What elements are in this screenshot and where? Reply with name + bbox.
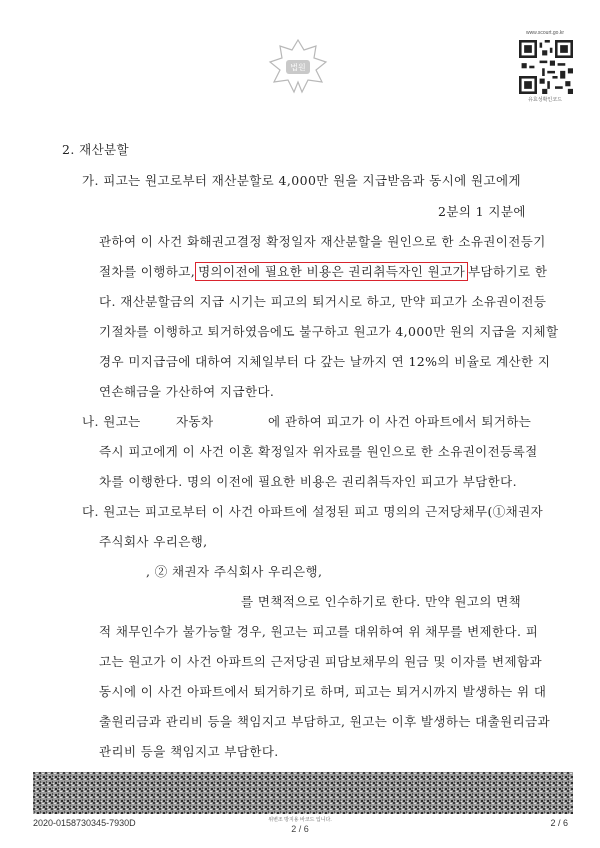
body-line: 다. 재산분할금의 지급 시기는 피고의 퇴거시로 하고, 만약 피고가 소유권이전등	[99, 294, 547, 309]
body-line: 다. 원고는 피고로부터 이 사건 아파트에 설정된 피고 명의의 근저당채무(①채권자	[82, 504, 544, 519]
body-line: 출원리금과 관리비 등을 책임지고 부담하고, 원고는 이후 발생하는 대출원리금과	[99, 714, 551, 729]
body-line: 주식회사 우리은행,	[99, 534, 208, 549]
body-line: 관하여 이 사건 화해권고결정 확정일자 재산분할을 원인으로 한 소유권이전등기	[99, 234, 546, 249]
court-seal-emblem	[262, 36, 334, 98]
body-line: 를 면책적으로 인수하기로 한다. 만약 원고의 면책	[241, 594, 522, 609]
barcode-notice: 위변조 방지용 바코드 입니다.	[268, 817, 332, 823]
body-line: 가. 피고는 원고로부터 재산분할로 4,000만 원을 지급받음과 동시에 원고에게	[82, 173, 521, 188]
body-line: 차를 이행한다. 명의 이전에 필요한 비용은 권리취득자인 피고가 부담한다.	[99, 474, 517, 489]
body-line: 에 관하여 피고가 이 사건 아파트에서 퇴거하는	[268, 414, 532, 429]
anti-forgery-barcode	[33, 772, 573, 814]
page-indicator-right: 2 / 6	[550, 818, 568, 828]
section-heading: 2. 재산분할	[62, 142, 129, 157]
qr-caption: 유효성확인코드	[528, 97, 562, 103]
body-text: 부담하기로 한	[468, 264, 548, 279]
body-text: 절차를 이행하고,	[99, 264, 196, 279]
highlighted-clause: 명의이전에 필요한 비용은 권리취득자인 원고가	[195, 262, 468, 281]
body-line: 적 채무인수가 불가능할 경우, 원고는 피고를 대위하여 위 채무를 변제한다. 피	[99, 624, 539, 639]
validation-qr-code	[519, 40, 573, 94]
body-line-with-highlight	[99, 262, 547, 280]
document-number: 2020-0158730345-7930D	[33, 818, 136, 828]
body-line: 경우 미지급금에 대하여 지체일부터 다 갚는 날까지 연 12%의 비율로 계산한 지	[99, 354, 551, 369]
body-line: 동시에 이 사건 아파트에서 퇴거하기로 하며, 피고는 퇴거시까지 발생하는 위 대	[99, 684, 547, 699]
body-line: 관리비 등을 책임지고 부담한다.	[99, 744, 279, 759]
body-line: 연손해금을 가산하여 지급한다.	[99, 384, 275, 399]
body-line: 기절차를 이행하고 퇴거하였음에도 불구하고 원고가 4,000만 원의 지급을 지체할	[99, 324, 559, 339]
body-line: 즉시 피고에게 이 사건 이혼 확정일자 위자료를 원인으로 한 소유권이전등록절	[99, 444, 538, 459]
body-line: 2분의 1 지분에	[438, 204, 526, 219]
body-line: 나. 원고는	[82, 414, 141, 429]
seal-text: 법원	[290, 63, 306, 72]
page-indicator-center: 2 / 6	[291, 824, 309, 834]
body-line: 고는 원고가 이 사건 아파트의 근저당권 피담보채무의 원금 및 이자를 변제함과	[99, 654, 542, 669]
body-line: , ② 채권자 주식회사 우리은행,	[146, 564, 323, 579]
court-site-url: www.scourt.go.kr	[525, 30, 565, 36]
body-line: 자동차	[176, 414, 214, 429]
